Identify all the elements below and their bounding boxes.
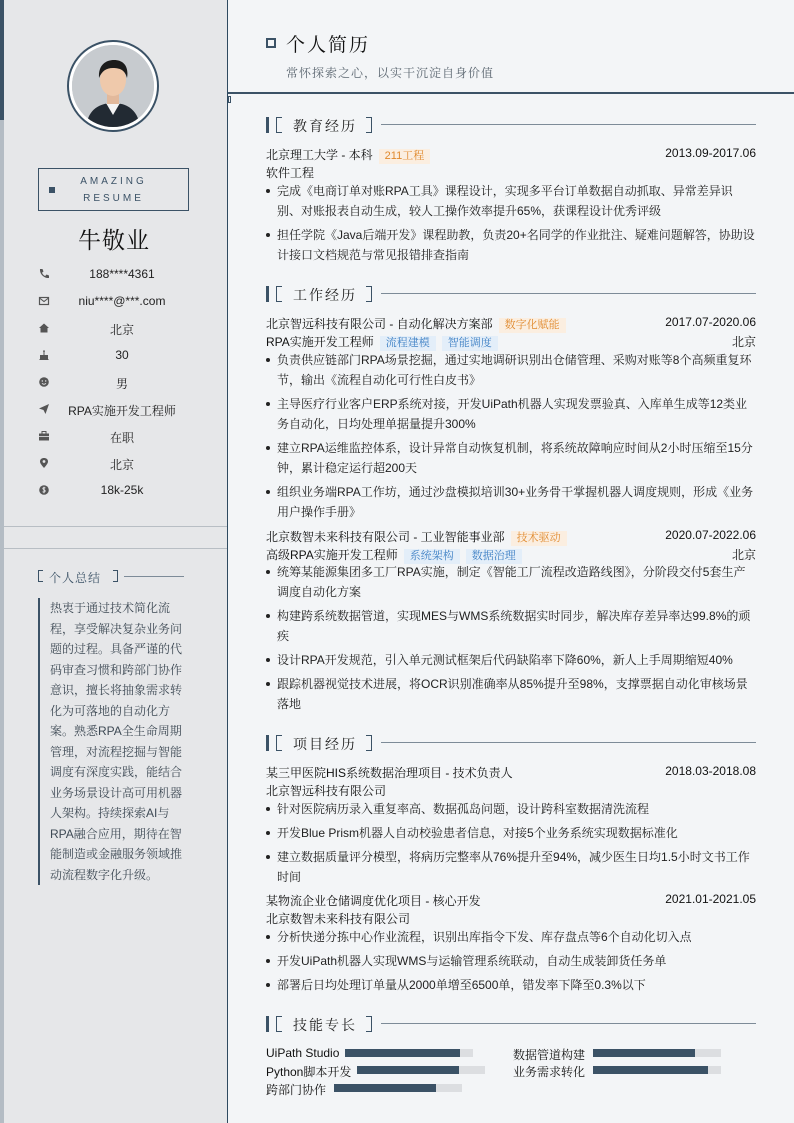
skill-item xyxy=(266,1063,488,1077)
heading-rule xyxy=(381,124,756,125)
page-title: 个人简历 xyxy=(286,35,371,56)
badge-line-2: RESUME xyxy=(83,193,144,204)
job-1-skill-tag: 流程建模 xyxy=(380,336,436,351)
job-2-skill-tag: 系统架构 xyxy=(404,549,460,564)
job-1-city: 北京 xyxy=(731,335,756,349)
job-1-role-line xyxy=(266,333,756,349)
skill-track xyxy=(334,1084,462,1092)
sidebar-divider xyxy=(4,548,227,549)
job-2-role-line xyxy=(266,546,756,562)
project-2-title-line xyxy=(266,892,756,908)
badge-square-icon xyxy=(49,187,55,193)
list-item: 分析快递分拣中心作业流程，识别出库指令下发、库存盘点等6个自动化切入点 xyxy=(266,927,756,947)
skills-heading xyxy=(266,1015,756,1033)
skill-level-bar xyxy=(593,1049,695,1057)
work-title: 工作经历 xyxy=(293,287,357,303)
skill-level-bar xyxy=(345,1049,460,1057)
job-2-company-line xyxy=(266,528,756,544)
sidebar xyxy=(0,0,228,1123)
job-1-company-line xyxy=(266,315,756,331)
heading-rule xyxy=(381,742,756,743)
header-corner-mark xyxy=(228,96,231,103)
skill-name: 数据管道构建 xyxy=(513,1048,586,1062)
bracket-left-icon xyxy=(38,570,43,582)
education-heading xyxy=(266,116,756,134)
heading-bar-icon xyxy=(266,1016,269,1032)
job-2-role: 高级RPA实施开发工程师 xyxy=(266,548,398,562)
age-text: 30 xyxy=(115,348,129,362)
project-1-name: 某三甲医院HIS系统数据治理项目 - 技术负责人 xyxy=(266,766,513,780)
work-heading xyxy=(266,285,756,303)
project-2-date: 2021.01-2021.05 xyxy=(665,892,756,906)
project-1-date: 2018.03-2018.08 xyxy=(665,764,756,778)
heading-rule xyxy=(381,293,756,294)
page-subtitle: 常怀探索之心，以实干沉淀自身价值 xyxy=(286,66,495,80)
info-row-location xyxy=(0,451,228,478)
title-square-icon xyxy=(266,38,276,48)
project-1-bullets xyxy=(266,799,756,891)
heading-bar-icon xyxy=(266,286,269,302)
page-header xyxy=(228,0,794,94)
candidate-name: 牛敬业 xyxy=(78,227,150,253)
info-row-home xyxy=(0,316,228,343)
project-2-company: 北京数智未来科技有限公司 xyxy=(266,912,411,926)
gender-text: 男 xyxy=(115,377,128,391)
projects-title: 项目经历 xyxy=(293,736,357,752)
job-2-date: 2020.07-2022.06 xyxy=(665,528,756,542)
bracket-left-icon xyxy=(276,735,282,751)
education-date: 2013.09-2017.06 xyxy=(665,146,756,160)
heading-rule xyxy=(381,1023,756,1024)
list-item: 统筹某能源集团多工厂RPA实施，制定《智能工厂流程改造路线图》，分阶段交付5套生产调度自动化方案 xyxy=(266,562,756,602)
bracket-left-icon xyxy=(276,286,282,302)
bracket-left-icon xyxy=(276,1016,282,1032)
project-1-title-line xyxy=(266,764,756,780)
skill-name: 业务需求转化 xyxy=(513,1065,586,1079)
home-text: 北京 xyxy=(109,323,134,337)
phone-text: 188****4361 xyxy=(89,267,155,281)
job-2-tag: 技术驱动 xyxy=(511,531,567,546)
sidebar-edge-accent xyxy=(0,0,4,120)
list-item: 组织业务端RPA工作坊，通过沙盘模拟培训30+业务骨干掌握机器人调度规则，形成《业务用户操作手册》 xyxy=(266,482,756,522)
school-name: 北京理工大学 - 本科 xyxy=(266,148,373,162)
skill-item xyxy=(513,1063,723,1077)
summary-title: 个人总结 xyxy=(49,571,102,585)
list-item: 完成《电商订单对账RPA工具》课程设计，实现多平台订单数据自动抓取、异常差异识别、对账报表自动生成，较人工操作效率提升65%，获课程设计优秀评级 xyxy=(266,181,756,221)
job-1-bullets xyxy=(266,350,756,526)
projects-heading xyxy=(266,734,756,752)
job-1-skill-tag: 智能调度 xyxy=(442,336,498,351)
list-item: 部署后日均处理订单量从2000单增至6500单，错发率下降至0.3%以下 xyxy=(266,975,756,995)
skills-title: 技能专长 xyxy=(293,1017,357,1033)
sidebar-edge xyxy=(0,0,4,1123)
list-item: 负责供应链部门RPA场景挖掘，通过实地调研识别出仓储管理、采购对账等8个高频重复环节，输出《流程自动化可行性白皮书》 xyxy=(266,350,756,390)
salary-text: 18k-25k xyxy=(100,483,144,497)
skill-name: Python脚本开发 xyxy=(266,1065,352,1079)
skill-item xyxy=(513,1046,723,1060)
heading-bar-icon xyxy=(266,117,269,133)
bracket-right-icon xyxy=(366,1016,372,1032)
skill-level-bar xyxy=(334,1084,436,1092)
summary-heading xyxy=(38,568,213,584)
job-1-date: 2017.07-2020.06 xyxy=(665,315,756,329)
skill-item xyxy=(266,1081,466,1095)
education-title: 教育经历 xyxy=(293,118,357,134)
status-text: 在职 xyxy=(109,431,134,445)
project-1-company-line xyxy=(266,782,756,798)
info-row-salary xyxy=(0,478,228,505)
skill-item xyxy=(266,1046,476,1060)
heading-rule xyxy=(124,576,184,577)
list-item: 设计RPA开发规范，引入单元测试框架后代码缺陷率下降60%，新人上手周期缩短40% xyxy=(266,650,756,670)
skill-level-bar xyxy=(593,1066,708,1074)
resume-badge xyxy=(38,168,189,211)
skill-track xyxy=(357,1066,485,1074)
badge-line-1: AMAZING xyxy=(80,176,147,187)
info-row-position xyxy=(0,397,228,424)
info-row-gender xyxy=(0,370,228,397)
list-item: 开发Blue Prism机器人自动校验患者信息，对接5个业务系统实现数据标准化 xyxy=(266,823,756,843)
education-school-line xyxy=(266,146,756,162)
job-2-skill-tag: 数据治理 xyxy=(466,549,522,564)
job-1-role: RPA实施开发工程师 xyxy=(266,335,374,349)
avatar-frame xyxy=(67,40,159,132)
list-item: 主导医疗行业客户ERP系统对接，开发UiPath机器人实现发票验真、入库单生成等12类业务自动化，日均处理单据量提升300% xyxy=(266,394,756,434)
list-item: 建立RPA运维监控体系，设计异常自动恢复机制，将系统故障响应时间从2小时压缩至15分钟，累计稳定运行超200天 xyxy=(266,438,756,478)
project-2-company-line xyxy=(266,910,756,926)
position-text: RPA实施开发工程师 xyxy=(68,404,176,418)
bracket-right-icon xyxy=(366,117,372,133)
project-1-company: 北京智远科技有限公司 xyxy=(266,784,387,798)
project-2-name: 某物流企业仓储调度优化项目 - 核心开发 xyxy=(266,894,481,908)
info-row-age xyxy=(0,343,228,370)
contact-info xyxy=(0,262,228,505)
education-bullets xyxy=(266,181,756,269)
school-tag: 211工程 xyxy=(379,149,431,164)
project-2-bullets xyxy=(266,927,756,999)
bracket-right-icon xyxy=(366,286,372,302)
job-1-tag: 数字化赋能 xyxy=(499,318,566,333)
skill-track xyxy=(593,1049,721,1057)
bracket-right-icon xyxy=(366,735,372,751)
job-1-company: 北京智远科技有限公司 - 自动化解决方案部 xyxy=(266,317,493,331)
location-text: 北京 xyxy=(109,458,134,472)
skill-level-bar xyxy=(357,1066,459,1074)
list-item: 开发UiPath机器人实现WMS与运输管理系统联动，自动生成装卸货任务单 xyxy=(266,951,756,971)
job-2-bullets xyxy=(266,562,756,718)
list-item: 针对医院病历录入重复率高、数据孤岛问题，设计跨科室数据清洗流程 xyxy=(266,799,756,819)
list-item: 跟踪机器视觉技术进展，将OCR识别准确率从85%提升至98%，支撑票据自动化审核场景落地 xyxy=(266,674,756,714)
skill-track xyxy=(593,1066,721,1074)
education-major-line xyxy=(266,164,756,180)
avatar-portrait-icon xyxy=(72,45,154,127)
email-text: niu****@***.com xyxy=(78,294,166,308)
summary-text: 热衷于通过技术简化流程，享受解决复杂业务问题的过程。具备严谨的代码审查习惯和跨部门协作意识，擅长将抽象需求转化为可落地的自动化方案。熟悉RPA全生命周期管理，对流程挖掘与智能调度有深度实践，能结合业务场景设计高可用机器人架构。持续探索AI与RPA融合应用，期待在智能制造或金融服务领域推动流程数字化升级。 xyxy=(38,598,190,885)
job-2-city: 北京 xyxy=(731,548,756,562)
avatar xyxy=(72,45,154,127)
heading-bar-icon xyxy=(266,735,269,751)
list-item: 建立数据质量评分模型，将病历完整率从76%提升至94%，减少医生日均1.5小时文书工作时间 xyxy=(266,847,756,887)
list-item: 构建跨系统数据管道，实现MES与WMS系统数据实时同步，解决库存差异率达99.8%的顽疾 xyxy=(266,606,756,646)
sidebar-divider xyxy=(4,526,227,527)
bracket-left-icon xyxy=(276,117,282,133)
skill-name: 跨部门协作 xyxy=(266,1083,327,1097)
list-item: 担任学院《Java后端开发》课程助教，负责20+名同学的作业批注、疑难问题解答，协助设计接口文档规范与常见报错排查指南 xyxy=(266,225,756,265)
education-major: 软件工程 xyxy=(266,166,315,180)
job-2-company: 北京数智未来科技有限公司 - 工业智能事业部 xyxy=(266,530,505,544)
info-row-phone xyxy=(0,262,228,289)
skill-name: UiPath Studio xyxy=(266,1046,340,1060)
skill-track xyxy=(345,1049,473,1057)
info-row-status xyxy=(0,424,228,451)
info-row-email xyxy=(0,289,228,316)
bracket-right-icon xyxy=(113,570,118,582)
